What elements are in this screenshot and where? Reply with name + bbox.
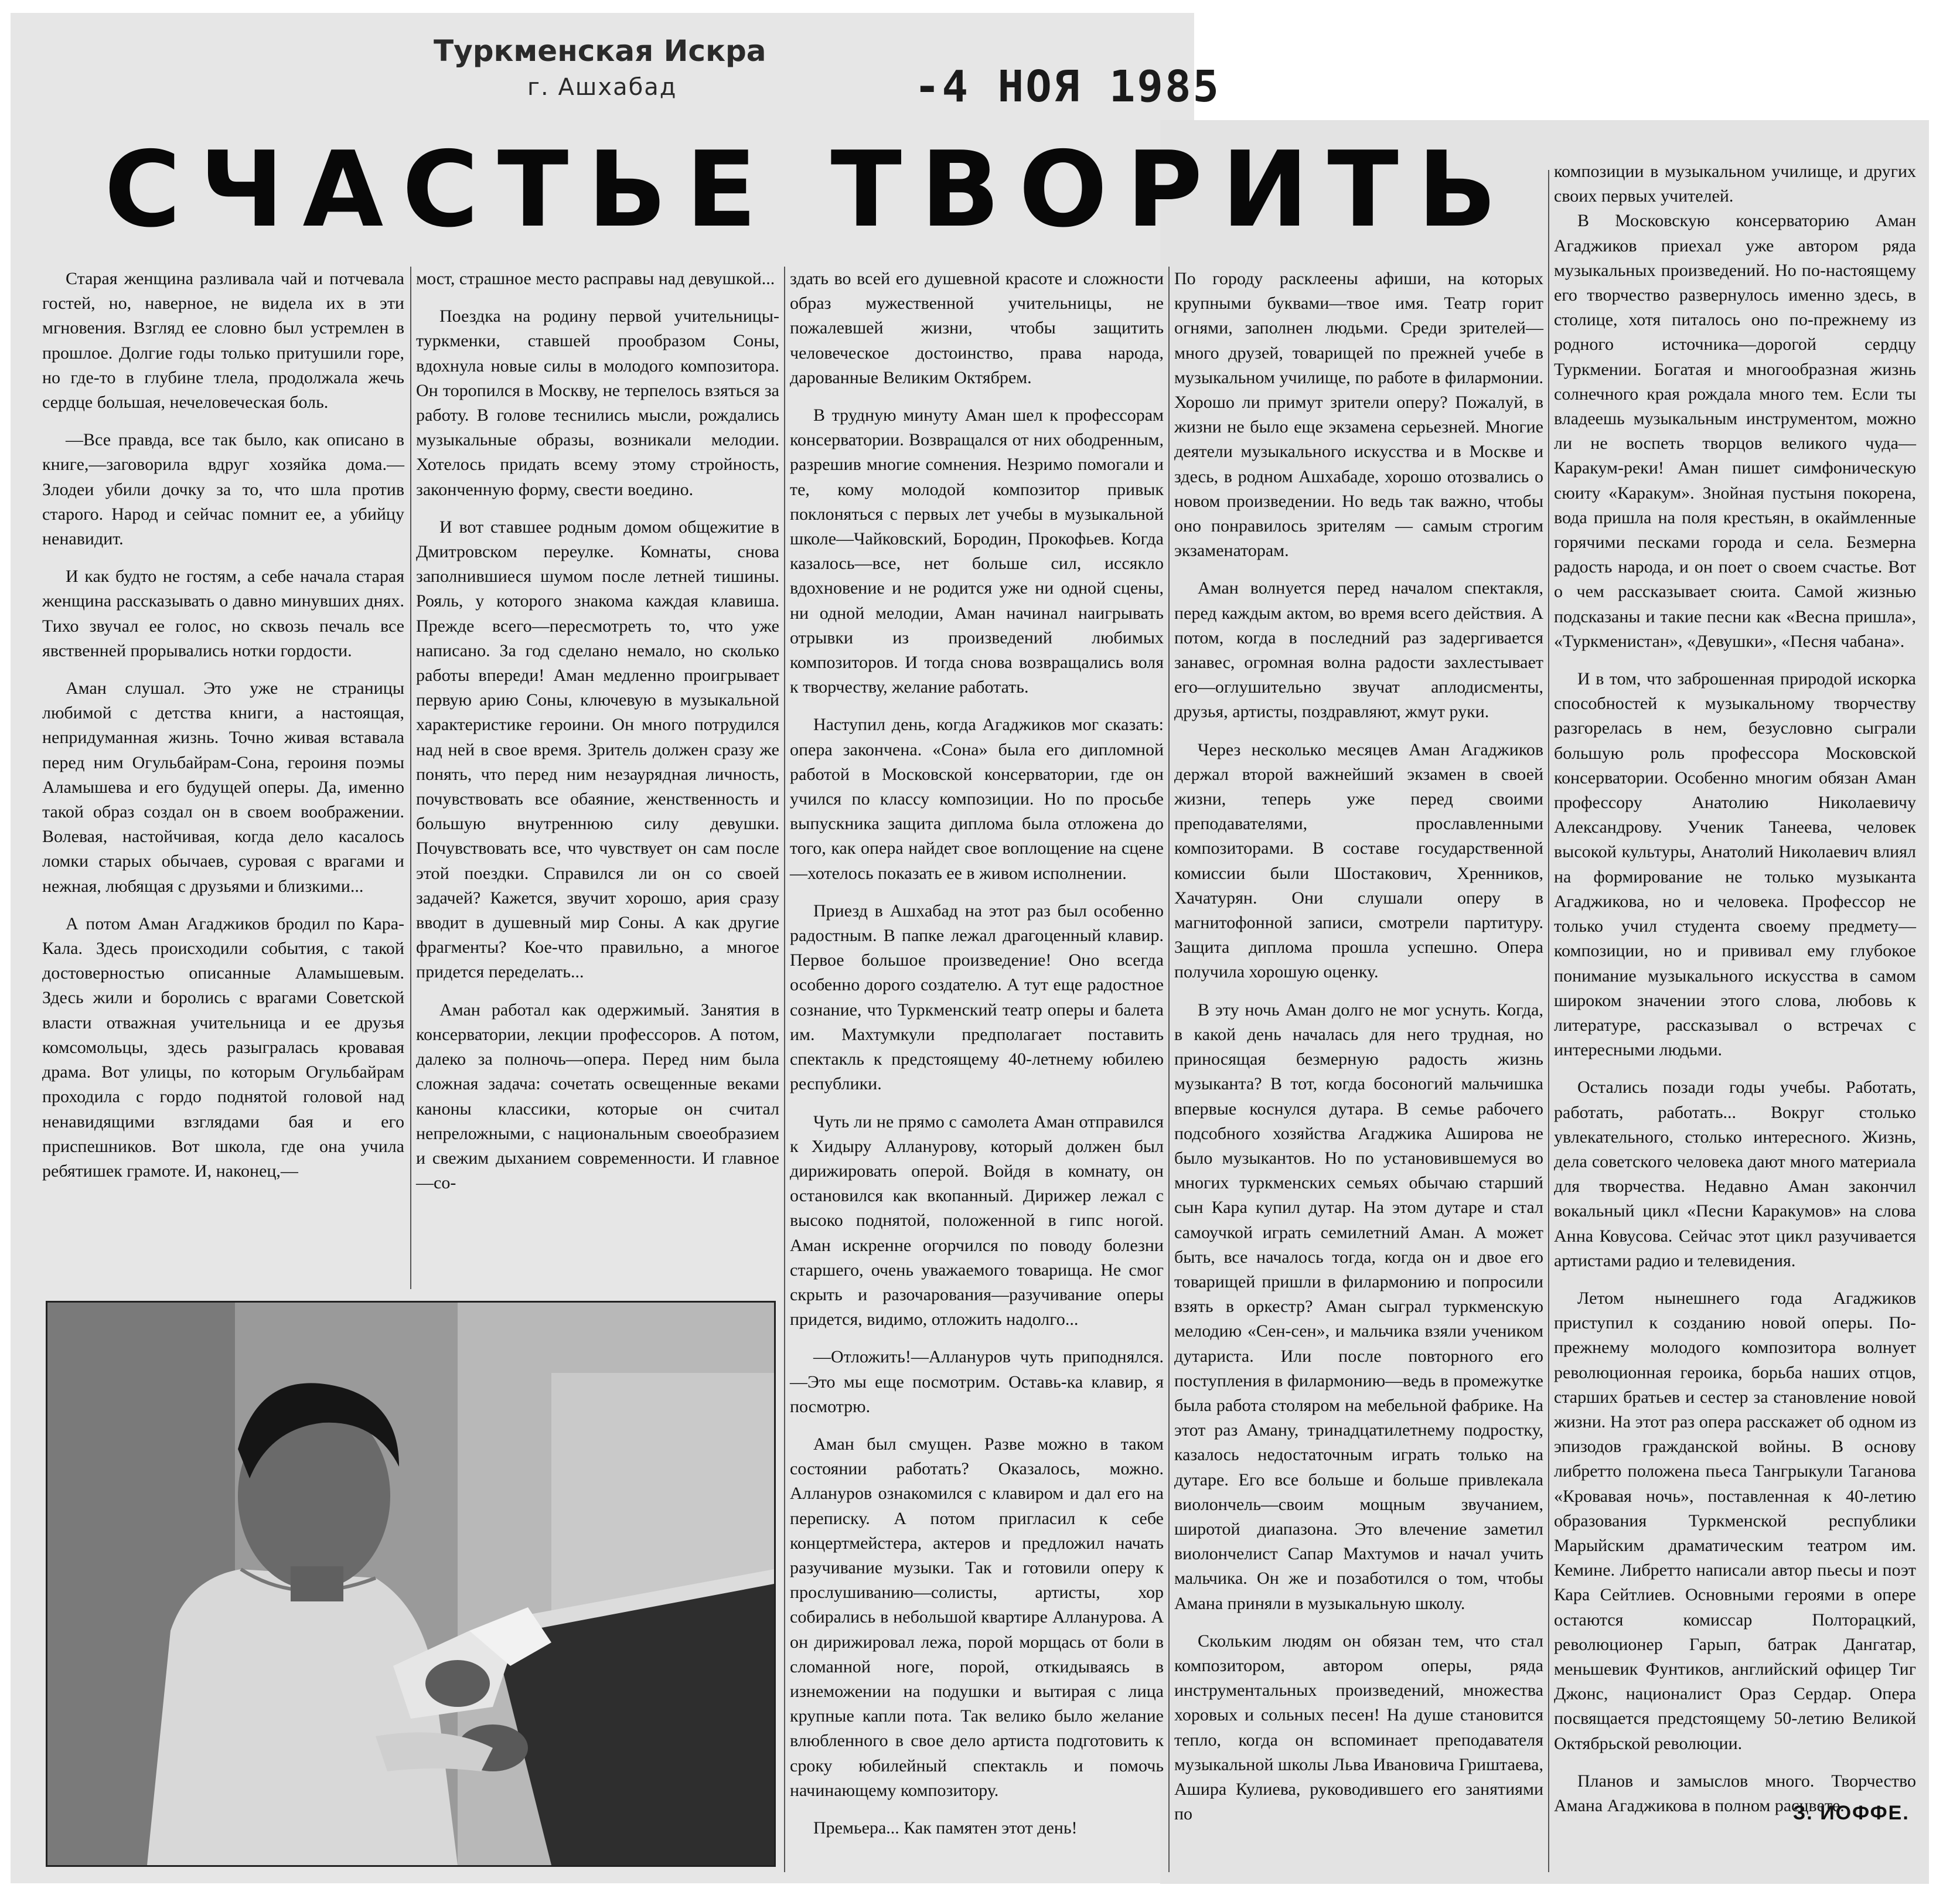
paragraph: Премьера... Как памятен этот день! <box>813 1818 1078 1838</box>
paragraph: И как будто не гостям, а себе начала старая женщина рассказывать о давно минувших днях. Тихо звучал ее голос, но сквозь печаль все явственней прорывались нотки гордости. <box>42 567 404 660</box>
paragraph: Скольким людям он обязан тем, что стал композитором, автором оперы, ряда инструментальных произведений, множества хоровых и сольных песен! На душе становится тепло, когда он вспоминает преподавателя музыкальной школы Льва Ивановича Гриштаева, Ашира Кулиева, руководившего его занятиями по <box>1174 1631 1543 1824</box>
paragraph: Летом нынешнего года Агаджиков приступил к созданию новой оперы. По-прежнему молодого композитора волнует революционная героика, борьба наших отцов, старших братьев и сестер за становление новой жизни. На этот раз опера расскажет об одном из эпизодов гражданской войны. В основу либретто положена пьеса Тангрыкули Таганова «Кровавая ночь», поставленная к 40-летию образования Туркменской республики Марыйским драматическим театром им. Кемине. Либретто написали автор пьесы и поэт Кара Сейтлиев. Основными героями в опере остаются комиссар Полторацкий, революционер Гарып, батрак Дангатар, меньшевик Фунтиков, английский офицер Тиг Джонс, националист Ораз Сердар. Опера посвящается предстоящему 50-летию Великой Октябрьской революции. <box>1554 1288 1916 1753</box>
column-divider <box>784 267 785 1872</box>
paragraph: Наступил день, когда Агаджиков мог сказать: опера закончена. «Сона» была его дипломной работой в Московской консерватории, где он учился по классу композиции. Но по просьбе выпускника защита диплома была отложена до того, как опера найдет свое воплощение на сцене—хотелось показать ее в живом исполнении. <box>790 715 1164 883</box>
article-column-1 <box>42 267 404 1289</box>
article-column-2 <box>416 267 779 1289</box>
paragraph: Поездка на родину первой учительницы-туркменки, ставшей прообразом Соны, вдохнула новые силы в молодого композитора. Он торопился в Москву, не терпелось взяться за работу. В голове теснились мысли, рождались музыкальные образы, возникали мелодии. Хотелось придать всему этому стройность, законченную форму, свести воедино. <box>416 306 779 499</box>
article-column-4 <box>1174 267 1543 1872</box>
article-column-3 <box>790 267 1164 1872</box>
paragraph: композиции в музыкальном училище, и других своих первых учителей. <box>1554 162 1916 206</box>
paragraph: Планов и замыслов много. Творчество Амана Агаджикова в полном расцвете. <box>1554 1771 1916 1815</box>
paragraph: Старая женщина разливала чай и потчевала гостей, но, наверное, не видела их в эти мгновения. Взгляд ее словно был устремлен в прошлое. Долгие годы только притушили горе, но где-то в глубине тлела, продолжала жечь сердце большая, нечеловеческая боль. <box>42 269 404 413</box>
paragraph: Чуть ли не прямо с самолета Аман отправился к Хидыру Алланурову, который должен был дирижировать оперой. Войдя в комнату, он остановился как вкопанный. Дирижер лежал с высоко поднятой, положенной в гипс ногой. Аман искренне огорчился по поводу болезни старшего, очень уважаемого товарища. Не смог скрыть и разочарования—разучивание оперы придется, видимо, отложить надолго... <box>790 1112 1164 1330</box>
paragraph: —Отложить!—Аллануров чуть приподнялся. —Это мы еще посмотрим. Оставь-ка клавир, я посмотрю. <box>790 1347 1164 1416</box>
paragraph: Аман слушал. Это уже не страницы любимой с детства книги, а настоящая, непридуманная жизнь. Точно живая вставала перед ним Огульбайрам-Сона, героиня поэмы Аламышева и его будущей оперы. Да, именно такой образ создал он в своем воображении. Волевая, настойчивая, когда дело касалось ломки старых обычаев, суровая с врагами и нежная, любящая с друзьями и близкими... <box>42 679 404 896</box>
column-divider <box>410 267 411 1289</box>
composer-photo <box>46 1301 776 1867</box>
paragraph: И вот ставшее родным домом общежитие в Дмитровском переулке. Комнаты, снова заполнившиеся шумом после летней тишины. Рояль, у которого знакома каждая клавиша. Прежде всего—пересмотреть то, что уже написано. За год сделано немало, но сколько работы впереди! Аман медленно проигрывает первую арию Соны, ключевую в музыкальной характеристике героини. Он много потрудился над ней в свое время. Зритель должен сразу же понять, что перед ним незаурядная личность, почувствовать все обаяние, женственность и большую внутреннюю силу девушки. Почувствовать все, что чувствует он сам после этой поездки. Справился ли он со своей задачей? Кажется, звучит хорошо, ария сразу вводит в душевный мир Соны. А как другие фрагменты? Кое-что правильно, а многое придется переделать... <box>416 517 779 982</box>
paragraph: По городу расклеены афиши, на которых крупными буквами—твое имя. Театр горит огнями, заполнен людьми. Среди зрителей—много друзей, товарищей по прежней учебе в музыкальном училище, по работе в филармонии. Хорошо ли примут зрители оперу? Пожалуй, в жизни не было еще экзамена серьезней. Многие деятели музыкального искусства и в Москве и здесь, в родном Ашхабаде, хорошо отозвались о новом произведении. Но ведь так важно, чтобы оно понравилось зрителям — самым строгим экзаменаторам. <box>1174 269 1543 561</box>
paragraph: —Все правда, все так было, как описано в книге,—заговорила вдруг хозяйка дома.—Злодеи убили дочку за то, что шла против старого. Народ и сейчас помнит ее, а убийцу ненавидит. <box>42 430 404 549</box>
paragraph: Через несколько месяцев Аман Агаджиков держал второй важнейший экзамен в своей жизни, теперь уже перед своими преподавателями, прославленными композиторами. В составе государственной комиссии были Шостакович, Хренников, Хачатурян. Они слушали оперу в магнитофонной записи, смотрели партитуру. Защита диплома прошла успешно. Опера получила хорошую оценку. <box>1174 739 1543 982</box>
newspaper-stamp: Туркменская Искра <box>434 34 766 68</box>
paragraph: Аман волнуется перед началом спектакля, перед каждым актом, во время всего действия. А потом, когда в последний раз задергивается занавес, огромная волна радости захлестывает его—оглушительно звучат аплодисменты, друзья, артисты, поздравляют, жмут руки. <box>1174 578 1543 722</box>
paragraph: мост, страшное место расправы над девушкой... <box>416 269 775 288</box>
city-stamp: г. Ашхабад <box>527 74 677 101</box>
column-divider <box>1548 170 1549 1872</box>
date-stamp: -4 НОЯ 1985 <box>914 62 1221 112</box>
author-signature: З. ИОФФЕ. <box>1793 1802 1910 1824</box>
paragraph: Остались позади годы учебы. Работать, работать, работать... Вокруг столько увлекательного, столько интересного. Жизнь, дела советского человека дают много материала для творчества. Недавно Аман закончил вокальный цикл «Песни Каракумов» на слова Анна Ковусова. Сейчас этот цикл разучивается артистами радио и телевидения. <box>1554 1078 1916 1270</box>
paragraph: Аман работал как одержимый. Занятия в консерватории, лекции профессоров. А потом, далеко за полночь—опера. Перед ним была сложная задача: сочетать освещенные веками каноны классики, которые он считал непреложными, с национальным своеобразием и свежим дыханием современности. И главное—со- <box>416 1000 779 1193</box>
column-divider <box>1168 267 1170 1872</box>
paragraph: В Московскую консерваторию Аман Агаджиков приехал уже автором ряда музыкальных произведений. Но по-настоящему его творчество развернулось именно здесь, в столице, хотя питалось оно по-прежнему из родного источника—дорогой сердцу Туркмении. Богатая и многообразная жизнь солнечного края рождала много тем. Если ты владеешь музыкальным инструментом, можно ли не воспеть творцов великого чуда—Каракум-реки! Аман пишет симфоническую сюиту «Каракум». Знойная пустыня покорена, вода пришла на поля крестьян, в окаймленные горячими песками города и села. Безмерна радость народа, и он поет о своем счастье. Вот о чем рассказывает сюита. Самой жизнью подсказаны и такие песни как «Весна пришла», «Туркменистан», «Девушки», «Песня чабана». <box>1554 211 1916 651</box>
paragraph: В трудную минуту Аман шел к профессорам консерватории. Возвращался от них ободренным, разрешив многие сомнения. Незримо помогали и те, кому молодой композитор привык поклоняться с первых лет учебы в музыкальной школе—Чайковский, Бородин, Прокофьев. Когда казалось—все, нет больше сил, иссякло вдохновение и не родится уже ни одной сцены, ни одной мелодии, Аман начинал наигрывать отрывки из произведений любимых композиторов. И тогда снова возвращались воля к творчеству, желание работать. <box>790 405 1164 697</box>
paragraph: здать во всей его душевной красоте и сложности образ мужественной учительницы, не пожалевшей жизни, чтобы защитить человеческое достоинство, права народа, дарованные Великим Октябрем. <box>790 269 1164 387</box>
paragraph: Аман был смущен. Разве можно в таком состоянии работать? Оказалось, можно. Аллануров ознакомился с клавиром и дал его на переписку. А потом пригласил к себе концертмейстера, актеров и предложил начать разучивание музыки. Так и готовили оперу к прослушиванию—солисты, артисты, хор собирались в небольшой квартире Алланурова. А он дирижировал лежа, порой морщась от боли в сломанной ноге, порой, откидываясь в изнеможении на подушки и вытирая с лица крупные капли пота. Так велико было желание влюбленного в свое дело артиста подготовить к сроку юбилейный спектакль и помочь начинающему композитору. <box>790 1434 1164 1800</box>
paragraph: И в том, что заброшенная природой искорка способностей к музыкальному творчеству разгорелась в нем, безусловно сыграли большую роль профессора Московской консерватории. Особенно многим обязан Аман профессору Анатолию Николаевичу Александрову. Ученик Танеева, человек высокой культуры, Анатолий Николаевич влиял на формирование не только музыканта Агаджикова, но и человека. Профессор не только учил студента своему предмету—композиции, но и прививал ему глубокое понимание музыкального искусства в самом широком значении этого слова, любовь к литературе, рассказывал о встречах с интересными людьми. <box>1554 669 1916 1060</box>
paragraph: В эту ночь Аман долго не мог уснуть. Когда, в какой день началась для него трудная, но приносящая безмерную радость жизнь музыканта? В тот, когда босоногий мальчишка впервые коснулся дутара. В семье рабочего подсобного хозяйства Агаджика Аширова не было музыкантов. Но по установившемуся во многих туркменских семьях обычаю старший сын Кара купил дутар. На этом дутаре и стал самоучкой играть семилетний Аман. А может быть, все началось тогда, когда он и двое его товарищей пришли в филармонию и попросили взять в оркестр? Аман сыграл туркменскую мелодию «Сен-сен», и мальчика взяли учеником дутариста. Или после повторного его поступления в филармонию—ведь в промежутке была работа столяром на мебельной фабрике. На этот раз Аману, тринадцатилетнему подростку, казалось недостаточным играть только на дутаре. Его все больше и больше привлекала виолончель—своим мощным звучанием, широтой диапазона. Это влечение заметил виолончелист Сапар Махтумов и начал учить мальчика. Он же и позаботился о том, чтобы Амана приняли в музыкальную школу. <box>1174 1000 1543 1613</box>
paragraph: А потом Аман Агаджиков бродил по Кара-Кала. Здесь происходили события, с такой достоверностью описанные Аламышевым. Здесь жили и боролись с врагами Советской власти отважная учительница и ее друзья комсомольцы, здесь разыгралась кровавая драма. Вот улицы, по которым Огульбайрам проходила с гордо поднятой головой над ненавидящими взглядами бая и его приспешников. Вот школа, где она учила ребятишек грамоте. И, наконец,— <box>42 914 404 1181</box>
composer-at-piano-image <box>47 1303 774 1865</box>
article-headline: СЧАСТЬЕ ТВОРИТЬ <box>104 129 1516 250</box>
paragraph: Приезд в Ашхабад на этот раз был особенно радостным. В папке лежал драгоценный клавир. Первое большое произведение! Оно всегда особенно дорого создателю. А тут еще радостное сознание, что Туркменский театр оперы и балета им. Махтумкули предполагает поставить спектакль к предстоящему 40-летнему юбилею республики. <box>790 901 1164 1094</box>
